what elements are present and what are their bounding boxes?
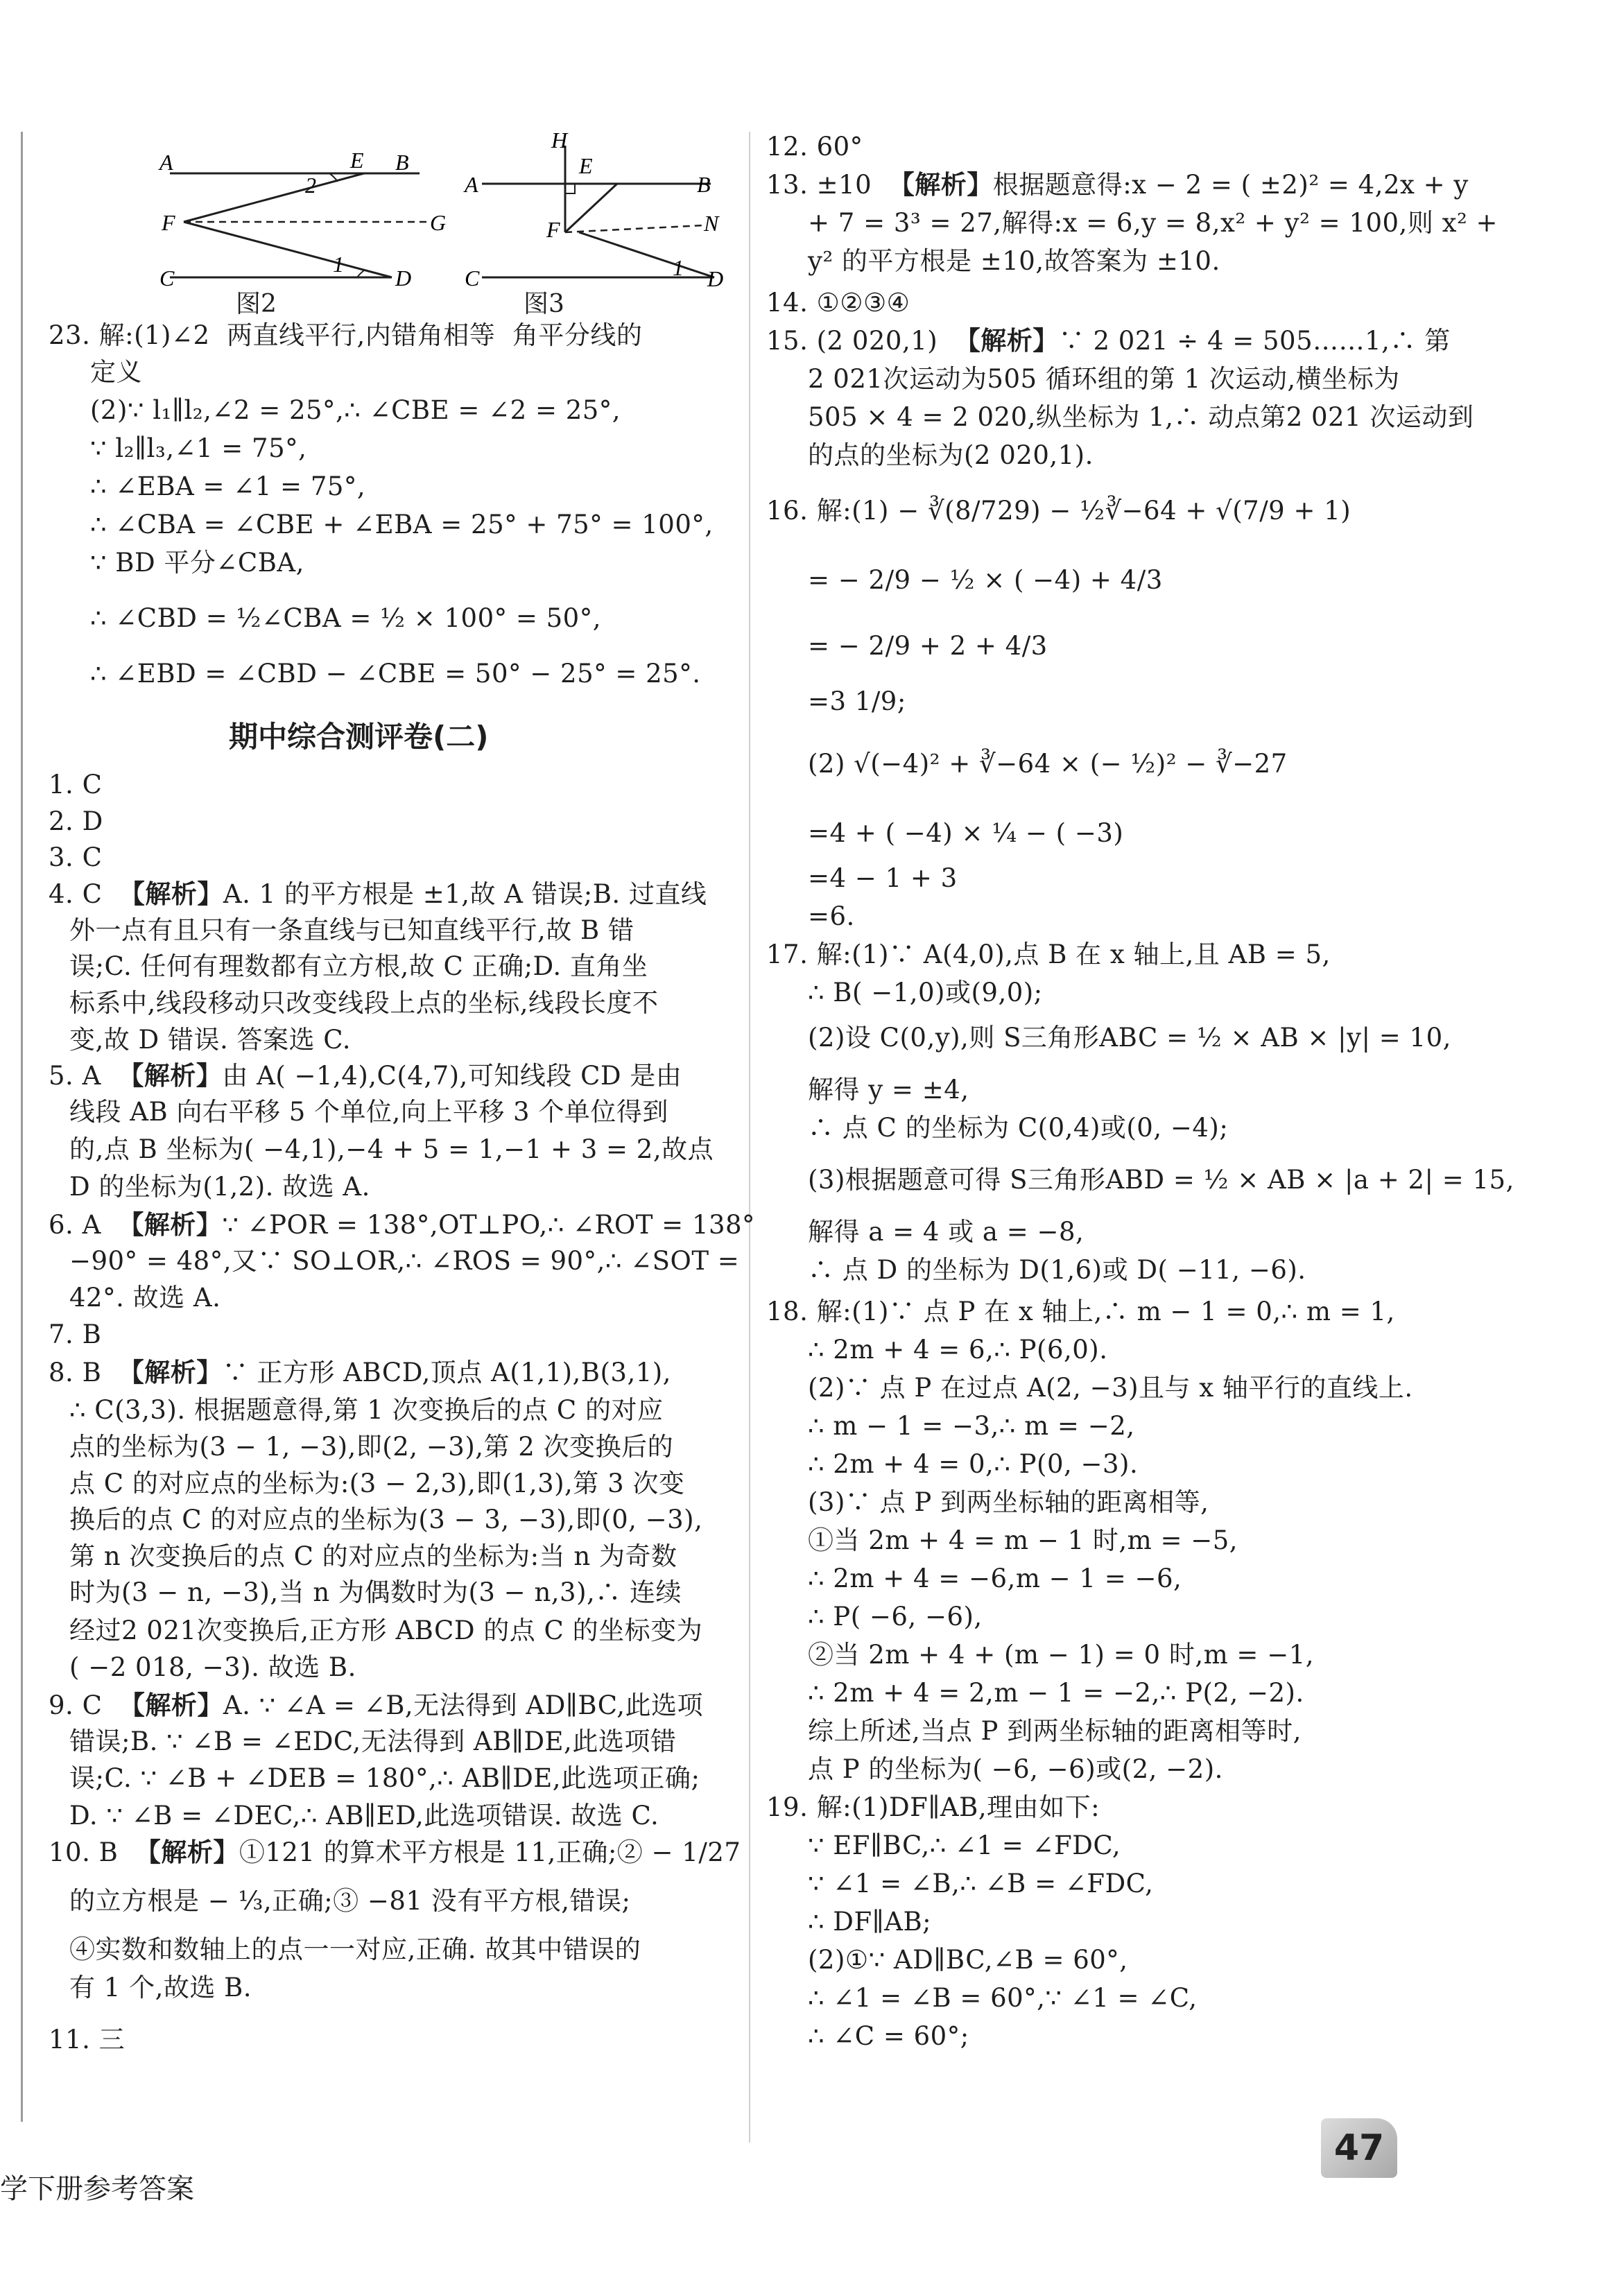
fig2-label-B: B xyxy=(395,153,409,175)
answer-line: 解得 y = ±4, xyxy=(808,1075,969,1105)
answer-line: =3 1/9; xyxy=(808,686,906,716)
answer-line: 点 C 的对应点的坐标为:(3 − 2,3),即(1,3),第 3 次变 xyxy=(69,1469,685,1498)
fig3-label-N: N xyxy=(704,211,719,236)
answer-line: ∴ B( −1,0)或(9,0); xyxy=(808,978,1043,1007)
fig3-label-E: E xyxy=(579,153,593,178)
answer-line: (2)①∵ AD∥BC,∠B = 60°, xyxy=(808,1945,1128,1975)
q23-line: ∵ BD 平分∠CBA, xyxy=(90,548,304,578)
answer-line: (2)∵ 点 P 在过点 A(2, −3)且与 x 轴平行的直线上. xyxy=(808,1373,1413,1403)
analysis-marker: 【解析】 xyxy=(119,1690,223,1720)
answer-line: y² 的平方根是 ±10,故答案为 ±10. xyxy=(808,246,1220,276)
answer-line: 14. ①②③④ xyxy=(766,288,910,318)
answer-line: 12. 60° xyxy=(766,132,863,162)
q23-line: ∴ ∠EBD = ∠CBD − ∠CBE = 50° − 25° = 25°. xyxy=(90,659,701,689)
answer-line: 误;C. ∵ ∠B + ∠DEB = 180°,∴ AB∥DE,此选项正确; xyxy=(69,1763,700,1793)
section-title: 期中综合测评卷(二) xyxy=(229,720,489,754)
answer-line: ∵ EF∥BC,∴ ∠1 = ∠FDC, xyxy=(808,1831,1121,1860)
answer-line: D 的坐标为(1,2). 故选 A. xyxy=(69,1172,370,1202)
q23-line: ∴ ∠EBA = ∠1 = 75°, xyxy=(90,471,366,501)
answer-line: 5. A 【解析】由 A( −1,4),C(4,7),可知线段 CD 是由 xyxy=(49,1061,682,1091)
analysis-marker: 【解析】 xyxy=(118,1061,223,1091)
footer-text: 学下册参考答案 xyxy=(0,2173,194,2205)
answer-line: ∴ 点 C 的坐标为 C(0,4)或(0, −4); xyxy=(808,1113,1229,1143)
q23-line: 23. 解:(1)∠2 两直线平行,内错角相等 角平分线的 xyxy=(49,320,643,350)
answer-line: −90° = 48°,又∵ SO⊥OR,∴ ∠ROS = 90°,∴ ∠SOT = xyxy=(69,1246,740,1276)
answer-line: 3. C xyxy=(49,842,103,872)
fig2-caption: 图2 xyxy=(236,290,277,318)
answer-line: ④实数和数轴上的点一一对应,正确. 故其中错误的 xyxy=(69,1935,641,1964)
answer-line: =4 + ( −4) × ¼ − ( −3) xyxy=(808,818,1124,848)
answer-line: ∴ ∠C = 60°; xyxy=(808,2021,969,2051)
answer-line: + 7 = 3³ = 27,解得:x = 6,y = 8,x² + y² = 100,则 x² + xyxy=(808,208,1498,238)
answer-line: ∴ P( −6, −6), xyxy=(808,1602,983,1632)
answer-line: 时为(3 − n, −3),当 n 为偶数时为(3 − n,3),∴ 连续 xyxy=(69,1577,682,1607)
answer-line: 9. C 【解析】A. ∵ ∠A = ∠B,无法得到 AD∥BC,此选项 xyxy=(49,1690,704,1720)
answer-line: 变,故 D 错误. 答案选 C. xyxy=(69,1025,351,1055)
answer-line: 综上所述,当点 P 到两坐标轴的距离相等时, xyxy=(808,1716,1302,1746)
answer-line: = − 2/9 − ½ × ( −4) + 4/3 xyxy=(808,565,1163,595)
answer-line: ∴ DF∥AB; xyxy=(808,1907,932,1937)
answer-line: ∴ 2m + 4 = 0,∴ P(0, −3). xyxy=(808,1449,1139,1479)
fig2-label-D: D xyxy=(395,266,412,291)
q23-line: (2)∵ l₁∥l₂,∠2 = 25°,∴ ∠CBE = ∠2 = 25°, xyxy=(90,395,621,425)
answer-line: ①当 2m + 4 = m − 1 时,m = −5, xyxy=(808,1525,1238,1555)
fig3-label-H: H xyxy=(551,128,568,153)
answer-line: 误;C. 任何有理数都有立方根,故 C 正确;D. 直角坐 xyxy=(69,951,648,981)
figure-2 xyxy=(156,153,447,291)
answer-line: 11. 三 xyxy=(49,2025,126,2054)
answer-line: 13. ±10 【解析】根据题意得:x − 2 = ( ±2)² = 4,2x + y xyxy=(766,170,1469,200)
analysis-marker: 【解析】 xyxy=(118,1358,223,1387)
answer-line: ∴ 2m + 4 = 6,∴ P(6,0). xyxy=(808,1335,1108,1365)
analysis-marker: 【解析】 xyxy=(888,170,993,200)
answer-line: 标系中,线段移动只改变线段上点的坐标,线段长度不 xyxy=(69,988,659,1018)
fig2-label-2: 2 xyxy=(305,173,316,198)
answer-line: 第 n 次变换后的点 C 的对应点的坐标为:当 n 为奇数 xyxy=(69,1541,677,1571)
fig3-label-F: F xyxy=(546,217,560,242)
answer-line: 解得 a = 4 或 a = −8, xyxy=(808,1217,1085,1247)
fig2-label-C: C xyxy=(159,266,175,291)
answer-line: ( −2 018, −3). 故选 B. xyxy=(69,1652,356,1682)
answer-line: 的点的坐标为(2 020,1). xyxy=(808,440,1094,470)
answer-line: ∴ 2m + 4 = −6,m − 1 = −6, xyxy=(808,1564,1182,1593)
q23-line: 定义 xyxy=(90,357,142,387)
answer-line: 15. (2 020,1) 【解析】∵ 2 021 ÷ 4 = 505……1,∴ 第 xyxy=(766,326,1451,356)
answer-line: 错误;B. ∵ ∠B = ∠EDC,无法得到 AB∥DE,此选项错 xyxy=(69,1727,677,1756)
answer-line: 经过2 021次变换后,正方形 ABCD 的点 C 的坐标变为 xyxy=(69,1616,703,1645)
page-number: 47 xyxy=(1321,2118,1397,2178)
q23-line: ∴ ∠CBA = ∠CBE + ∠EBA = 25° + 75° = 100°, xyxy=(90,510,714,539)
fig3-label-D: D xyxy=(707,266,724,291)
answer-line: 16. 解:(1) − ∛(8/729) − ½∛−64 + √(7/9 + 1) xyxy=(766,496,1351,526)
answer-line: 换后的点 C 的对应点的坐标为(3 − 3, −3),即(0, −3), xyxy=(69,1505,703,1534)
answer-line: 6. A 【解析】∵ ∠POR = 138°,OT⊥PO,∴ ∠ROT = 138° xyxy=(49,1210,756,1240)
answer-line: 有 1 个,故选 B. xyxy=(69,1973,252,2002)
answer-line: ∴ 2m + 4 = 2,m − 1 = −2,∴ P(2, −2). xyxy=(808,1678,1304,1708)
answer-line: 外一点有且只有一条直线与已知直线平行,故 B 错 xyxy=(69,915,634,945)
answer-line: ②当 2m + 4 + (m − 1) = 0 时,m = −1, xyxy=(808,1640,1314,1670)
fig3-caption: 图3 xyxy=(524,290,564,318)
fig2-label-1: 1 xyxy=(333,252,344,277)
answer-line: (3)根据题意可得 S三角形ABD = ½ × AB × |a + 2| = 15, xyxy=(808,1165,1514,1195)
answer-line: 的,点 B 坐标为( −4,1),−4 + 5 = 1,−1 + 3 = 2,故点 xyxy=(69,1134,714,1164)
answer-line: (3)∵ 点 P 到两坐标轴的距离相等, xyxy=(808,1487,1209,1517)
column-divider xyxy=(749,132,750,2143)
answer-line: (2)设 C(0,y),则 S三角形ABC = ½ × AB × |y| = 10, xyxy=(808,1023,1451,1053)
fig2-label-E: E xyxy=(350,153,364,173)
answer-line: 19. 解:(1)DF∥AB,理由如下: xyxy=(766,1792,1100,1822)
answer-line: =6. xyxy=(808,901,855,931)
fig2-label-G: G xyxy=(430,210,447,235)
q23-line: ∴ ∠CBD = ½∠CBA = ½ × 100° = 50°, xyxy=(90,603,601,633)
answer-line: 505 × 4 = 2 020,纵坐标为 1,∴ 动点第2 021 次运动到 xyxy=(808,402,1474,432)
fig3-label-A: A xyxy=(465,172,478,197)
answer-line: 1. C xyxy=(49,770,103,799)
answer-line: (2) √(−4)² + ∛−64 × (− ½)² − ∛−27 xyxy=(808,749,1288,779)
answer-line: ∴ C(3,3). 根据题意得,第 1 次变换后的点 C 的对应 xyxy=(69,1395,664,1425)
answer-line: 42°. 故选 A. xyxy=(69,1283,221,1313)
fig3-label-C: C xyxy=(465,266,480,291)
answer-line: 2 021次运动为505 循环组的第 1 次运动,横坐标为 xyxy=(808,364,1400,394)
answer-line: ∴ m − 1 = −3,∴ m = −2, xyxy=(808,1411,1135,1441)
answer-line: 7. B xyxy=(49,1319,102,1349)
answer-line: D. ∵ ∠B = ∠DEC,∴ AB∥ED,此选项错误. 故选 C. xyxy=(69,1801,659,1831)
answer-line: 4. C 【解析】A. 1 的平方根是 ±1,故 A 错误;B. 过直线 xyxy=(49,879,707,909)
answer-line: 线段 AB 向右平移 5 个单位,向上平移 3 个单位得到 xyxy=(69,1097,668,1127)
analysis-marker: 【解析】 xyxy=(118,1210,223,1240)
fig3-label-1: 1 xyxy=(673,255,684,280)
answer-line: 点 P 的坐标为( −6, −6)或(2, −2). xyxy=(808,1754,1223,1784)
answer-line: ∴ ∠1 = ∠B = 60°,∵ ∠1 = ∠C, xyxy=(808,1983,1198,2013)
figure-3 xyxy=(458,128,735,291)
answer-line: 的立方根是 − ⅓,正确;③ −81 没有平方根,错误; xyxy=(69,1886,631,1916)
answer-line: 10. B 【解析】①121 的算术平方根是 11,正确;② − 1/27 xyxy=(49,1837,741,1867)
answer-line: 8. B 【解析】∵ 正方形 ABCD,顶点 A(1,1),B(3,1), xyxy=(49,1358,671,1387)
analysis-marker: 【解析】 xyxy=(119,879,223,909)
answer-line: 18. 解:(1)∵ 点 P 在 x 轴上,∴ m − 1 = 0,∴ m = 1, xyxy=(766,1297,1395,1326)
answer-line: 2. D xyxy=(49,806,103,836)
answer-line: 17. 解:(1)∵ A(4,0),点 B 在 x 轴上,且 AB = 5, xyxy=(766,940,1331,969)
fig3-label-B: B xyxy=(697,172,711,197)
analysis-marker: 【解析】 xyxy=(135,1837,239,1867)
answer-line: ∵ ∠1 = ∠B,∴ ∠B = ∠FDC, xyxy=(808,1869,1154,1898)
answer-line: = − 2/9 + 2 + 4/3 xyxy=(808,631,1048,661)
fig2-label-A: A xyxy=(159,153,173,175)
answer-line: 点的坐标为(3 − 1, −3),即(2, −3),第 2 次变换后的 xyxy=(69,1432,674,1462)
q23-line: ∵ l₂∥l₃,∠1 = 75°, xyxy=(90,433,307,463)
analysis-marker: 【解析】 xyxy=(954,326,1059,356)
fig2-label-F: F xyxy=(162,210,175,235)
page-edge-line xyxy=(21,132,23,2122)
answer-line: =4 − 1 + 3 xyxy=(808,863,958,893)
answer-line: ∴ 点 D 的坐标为 D(1,6)或 D( −11, −6). xyxy=(808,1255,1306,1285)
